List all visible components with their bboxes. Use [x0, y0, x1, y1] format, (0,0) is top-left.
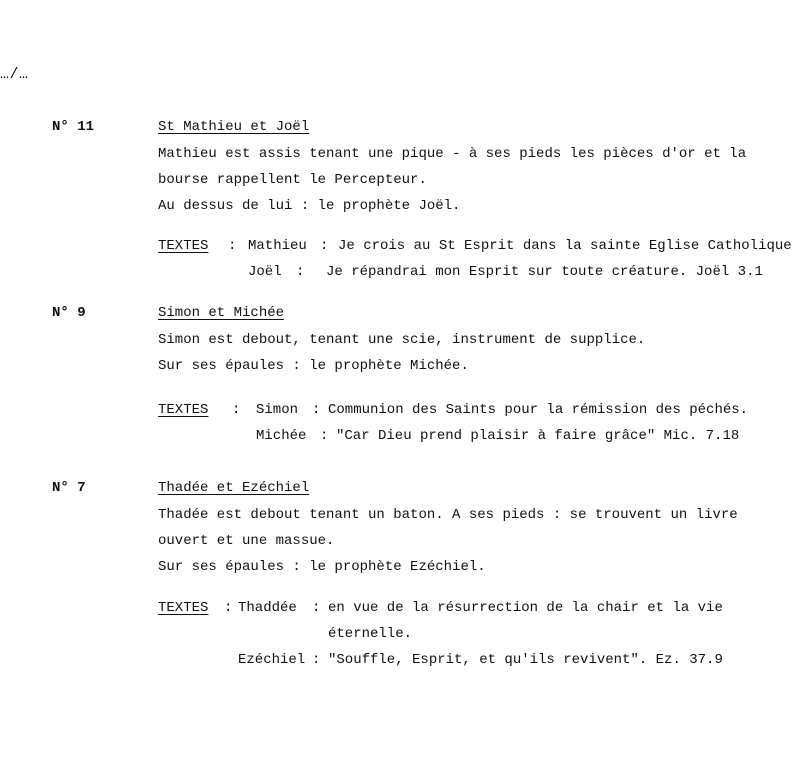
description-line: bourse rappellent le Percepteur. [158, 172, 427, 188]
text-speaker: Joël [248, 264, 282, 280]
text-quote: Je crois au St Esprit dans la sainte Eglise Catholique [338, 238, 792, 254]
description-line: Sur ses épaules : le prophète Michée. [158, 358, 469, 374]
text-colon: : [296, 264, 305, 280]
text-speaker: Thaddée [238, 600, 297, 616]
description-line: Thadée est debout tenant un baton. A ses pieds : se trouvent un livre [158, 507, 738, 523]
text-quote: en vue de la résurrection de la chair et la vie [328, 600, 723, 616]
section-title: St Mathieu et Joël [158, 119, 310, 135]
section-number: N° 9 [52, 305, 86, 321]
description-line: ouvert et une massue. [158, 533, 335, 549]
text-quote-continued: éternelle. [328, 626, 413, 642]
text-colon: : [320, 428, 329, 444]
section-number: N° 7 [52, 480, 86, 496]
description-line: Au dessus de lui : le prophète Joël. [158, 198, 461, 214]
section-number: N° 11 [52, 119, 95, 135]
text-colon: : [312, 402, 321, 418]
text-quote: "Car Dieu prend plaisir à faire grâce" Mic. 7.18 [336, 428, 740, 444]
textes-separator: : [232, 402, 241, 418]
text-colon: : [312, 600, 321, 616]
text-speaker: Ezéchiel [238, 652, 306, 668]
section-title: Simon et Michée [158, 305, 285, 321]
textes-separator: : [224, 600, 233, 616]
textes-separator: : [228, 238, 237, 254]
text-speaker: Simon [256, 402, 299, 418]
text-quote: Je répandrai mon Esprit sur toute créature. Joël 3.1 [326, 264, 763, 280]
text-speaker: Mathieu [248, 238, 307, 254]
description-line: Sur ses épaules : le prophète Ezéchiel. [158, 559, 486, 575]
text-quote: Communion des Saints pour la rémission des péchés. [328, 402, 749, 418]
text-quote: "Souffle, Esprit, et qu'ils revivent". Ez. 37.9 [328, 652, 723, 668]
text-colon: : [320, 238, 329, 254]
description-line: Mathieu est assis tenant une pique - à ses pieds les pièces d'or et la [158, 146, 747, 162]
textes-label: TEXTES [158, 238, 209, 254]
continuation-mark: …/… [0, 66, 29, 83]
section-title: Thadée et Ezéchiel [158, 480, 310, 496]
description-line: Simon est debout, tenant une scie, instrument de supplice. [158, 332, 646, 348]
text-speaker: Michée [256, 428, 307, 444]
textes-label: TEXTES [158, 600, 209, 616]
text-colon: : [312, 652, 321, 668]
textes-label: TEXTES [158, 402, 209, 418]
